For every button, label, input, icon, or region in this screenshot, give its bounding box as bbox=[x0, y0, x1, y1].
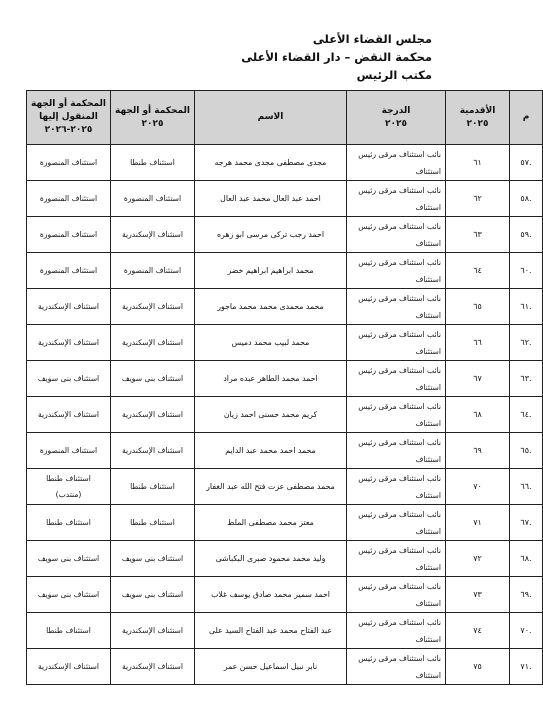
table-row bbox=[27, 361, 543, 397]
column-header-seniority: الأقدمية ٢٠٢٥ bbox=[446, 91, 510, 145]
row-degree: نائب استئناف مرقى رئيس استئناف bbox=[347, 181, 446, 217]
row-seniority: ٦٩ bbox=[446, 433, 510, 469]
row-current-court: استئناف الإسكندرية bbox=[111, 217, 195, 253]
table-row bbox=[27, 289, 543, 325]
row-seniority: ٧١ bbox=[446, 505, 510, 541]
row-destination-court: استئناف المنصورة bbox=[27, 433, 111, 469]
row-destination-court: استئناف الإسكندرية bbox=[27, 325, 111, 361]
column-header-index: م bbox=[510, 91, 543, 145]
table-header-row bbox=[27, 91, 543, 145]
row-name: محمد احمد محمد عبد الدايم bbox=[195, 433, 347, 469]
row-index: .٦٤ bbox=[510, 397, 543, 433]
row-index: .٦٨ bbox=[510, 541, 543, 577]
row-seniority: ٦٦ bbox=[446, 325, 510, 361]
office-title: مكتب الرئيس bbox=[356, 68, 432, 82]
row-index: .٦٧ bbox=[510, 505, 543, 541]
row-seniority: ٧٣ bbox=[446, 577, 510, 613]
row-name: وليد محمد محمود صبرى البكباشى bbox=[195, 541, 347, 577]
row-destination-court: استئناف بنى سويف bbox=[27, 577, 111, 613]
row-name: محمد مصطفى عزت فتح الله عبد الغفار bbox=[195, 469, 347, 505]
row-current-court: استئناف بنى سويف bbox=[111, 577, 195, 613]
row-current-court: استئناف الإسكندرية bbox=[111, 325, 195, 361]
table-row bbox=[27, 397, 543, 433]
row-index: .٦٣ bbox=[510, 361, 543, 397]
row-degree: نائب استئناف مرقى رئيس استئناف bbox=[347, 577, 446, 613]
column-header-destination-court: المحكمة أو الجهة المنقول إليها ٢٠٢٥-٢٠٢٦ bbox=[27, 91, 111, 145]
row-index: .٦٦ bbox=[510, 469, 543, 505]
row-index: .٧١ bbox=[510, 649, 543, 685]
row-seniority: ٦٥ bbox=[446, 289, 510, 325]
table-row bbox=[27, 649, 543, 685]
row-current-court: استئناف طنطا bbox=[111, 145, 195, 181]
row-degree: نائب استئناف مرقى رئيس استئناف bbox=[347, 469, 446, 505]
row-name: احمد محمد الطاهر عبده مراد bbox=[195, 361, 347, 397]
row-destination-court: استئناف طنطا bbox=[27, 505, 111, 541]
table-row bbox=[27, 433, 543, 469]
row-degree: نائب استئناف مرقى رئيس استئناف bbox=[347, 613, 446, 649]
table-row bbox=[27, 541, 543, 577]
row-seniority: ٦٤ bbox=[446, 253, 510, 289]
row-degree: نائب استئناف مرقى رئيس استئناف bbox=[347, 289, 446, 325]
judges-table bbox=[26, 90, 543, 685]
row-destination-court: استئناف بنى سويف bbox=[27, 361, 111, 397]
row-name: احمد سمير محمد صادق يوسف غلاب bbox=[195, 577, 347, 613]
table-row bbox=[27, 253, 543, 289]
row-destination-court: استئناف طنطا bbox=[27, 613, 111, 649]
row-name: عبد الفتاح محمد عبد الفتاح السيد على bbox=[195, 613, 347, 649]
row-current-court: استئناف بنى سويف bbox=[111, 361, 195, 397]
council-title: مجلس القضاء الأعلى bbox=[312, 32, 432, 46]
row-name: محمد لبيب محمد دميس bbox=[195, 325, 347, 361]
row-degree: نائب استئناف مرقى رئيس استئناف bbox=[347, 253, 446, 289]
row-current-court: استئناف الإسكندرية bbox=[111, 433, 195, 469]
row-current-court: استئناف الإسكندرية bbox=[111, 613, 195, 649]
row-degree: نائب استئناف مرقى رئيس استئناف bbox=[347, 325, 446, 361]
row-name: معتز محمد مصطفى الملط bbox=[195, 505, 347, 541]
row-degree: نائب استئناف مرقى رئيس استئناف bbox=[347, 541, 446, 577]
row-name: محمد ابراهيم ابراهيم خضر bbox=[195, 253, 347, 289]
row-destination-court: استئناف المنصورة bbox=[27, 217, 111, 253]
row-current-court: استئناف الإسكندرية bbox=[111, 649, 195, 685]
row-destination-court: استئناف الإسكندرية bbox=[27, 649, 111, 685]
row-index: .٦٥ bbox=[510, 433, 543, 469]
row-degree: نائب استئناف مرقى رئيس استئناف bbox=[347, 217, 446, 253]
row-destination-court: استئناف المنصورة bbox=[27, 181, 111, 217]
row-seniority: ٧٤ bbox=[446, 613, 510, 649]
row-index: .٦٠ bbox=[510, 253, 543, 289]
row-destination-court: استئناف المنصورة bbox=[27, 145, 111, 181]
table-row bbox=[27, 577, 543, 613]
row-index: .٦١ bbox=[510, 289, 543, 325]
column-header-current-court: المحكمة أو الجهة ٢٠٢٥ bbox=[111, 91, 195, 145]
row-destination-court: استئناف الإسكندرية bbox=[27, 289, 111, 325]
row-degree: نائب استئناف مرقى رئيس استئناف bbox=[347, 649, 446, 685]
row-current-court: استئناف الإسكندرية bbox=[111, 289, 195, 325]
row-current-court: استئناف بنى سويف bbox=[111, 541, 195, 577]
row-index: .٥٧ bbox=[510, 145, 543, 181]
column-header-degree: الدرجة ٢٠٢٥ bbox=[347, 91, 446, 145]
row-index: .٦٩ bbox=[510, 577, 543, 613]
table-row bbox=[27, 613, 543, 649]
table-row bbox=[27, 217, 543, 253]
row-degree: نائب استئناف مرقى رئيس استئناف bbox=[347, 505, 446, 541]
row-destination-court: استئناف بنى سويف bbox=[27, 541, 111, 577]
row-destination-court: استئناف الإسكندرية bbox=[27, 397, 111, 433]
row-destination-court: استئناف المنصورة bbox=[27, 253, 111, 289]
table-row bbox=[27, 325, 543, 361]
court-title: محكمة النقض – دار القضاء الأعلى bbox=[241, 50, 432, 64]
row-seniority: ٦٧ bbox=[446, 361, 510, 397]
row-index: .٥٨ bbox=[510, 181, 543, 217]
table-row bbox=[27, 145, 543, 181]
column-header-name: الاسم bbox=[195, 91, 347, 145]
row-name: محمد محمدى محمد محمد ماجور bbox=[195, 289, 347, 325]
row-degree: نائب استئناف مرقى رئيس استئناف bbox=[347, 397, 446, 433]
table-row bbox=[27, 181, 543, 217]
row-current-court: استئناف المنصورة bbox=[111, 181, 195, 217]
row-seniority: ٦١ bbox=[446, 145, 510, 181]
row-degree: نائب استئناف مرقى رئيس استئناف bbox=[347, 433, 446, 469]
row-seniority: ٧٠ bbox=[446, 469, 510, 505]
row-seniority: ٦٨ bbox=[446, 397, 510, 433]
table-row bbox=[27, 469, 543, 505]
row-seniority: ٦٣ bbox=[446, 217, 510, 253]
row-current-court: استئناف المنصورة bbox=[111, 253, 195, 289]
row-seniority: ٧٢ bbox=[446, 541, 510, 577]
document-header bbox=[241, 30, 432, 84]
row-name: كريم محمد حسنى احمد زيان bbox=[195, 397, 347, 433]
row-seniority: ٧٥ bbox=[446, 649, 510, 685]
row-index: .٦٢ bbox=[510, 325, 543, 361]
row-current-court: استئناف طنطا bbox=[111, 505, 195, 541]
row-name: نابر نبيل اسماعيل حسن عمر bbox=[195, 649, 347, 685]
row-index: .٧٠ bbox=[510, 613, 543, 649]
row-name: احمد عبد العال محمد عبد العال bbox=[195, 181, 347, 217]
table-row bbox=[27, 505, 543, 541]
row-destination-court: استئناف طنطا (منتدب) bbox=[27, 469, 111, 505]
row-seniority: ٦٢ bbox=[446, 181, 510, 217]
row-index: .٥٩ bbox=[510, 217, 543, 253]
row-current-court: استئناف طنطا bbox=[111, 469, 195, 505]
row-degree: نائب استئناف مرقى رئيس استئناف bbox=[347, 361, 446, 397]
row-current-court: استئناف الإسكندرية bbox=[111, 397, 195, 433]
row-name: احمد رجب تركى مرسى ابو زهره bbox=[195, 217, 347, 253]
row-name: مجدى مصطفى مجدى محمد هرجه bbox=[195, 145, 347, 181]
row-degree: نائب استئناف مرقى رئيس استئناف bbox=[347, 145, 446, 181]
